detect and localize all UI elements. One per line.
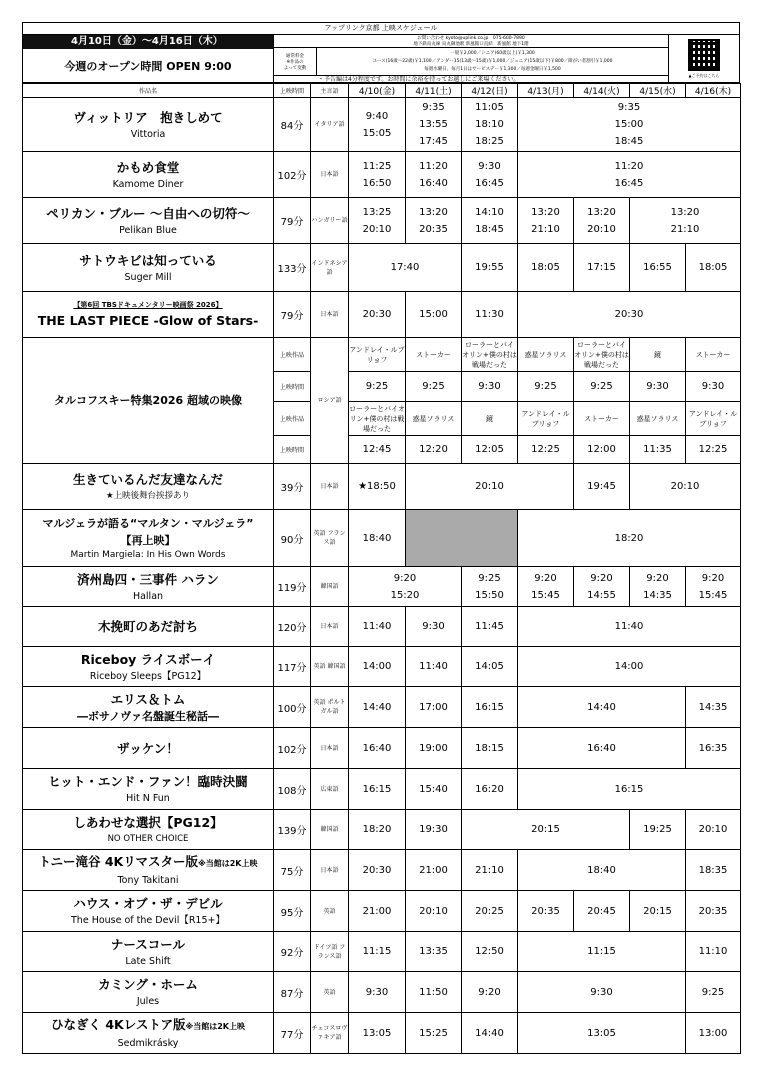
table-row: [23, 850, 741, 891]
showtime[interactable]: 11:40: [349, 607, 406, 647]
film-title: トニー滝谷 4Kリマスター版: [38, 854, 198, 869]
table-row: [23, 891, 741, 932]
film-title: ザッケン！: [23, 728, 274, 769]
film-language: ハンガリー語: [311, 198, 349, 244]
showtime[interactable]: 9:25: [574, 372, 630, 402]
table-row: [23, 464, 741, 510]
film-title: かもめ食堂: [116, 159, 180, 175]
showtime[interactable]: 15:00: [614, 119, 644, 130]
film-language: 日本語: [311, 850, 349, 891]
showtime[interactable]: 18:10: [475, 119, 504, 130]
col-day: 4/12(日): [462, 84, 518, 98]
col-day: 4/16(木): [686, 84, 741, 98]
table-row: [23, 198, 741, 244]
film-language: 韓国語: [311, 567, 349, 607]
film-title: マルジェラが語る“マルタン・マルジェラ”: [42, 516, 254, 530]
fee-line2: ユース(16歳～22歳)￥1,100／アンダー15(13歳～15歳)￥1,000／ジュニア(15歳以下)￥800／障がい者割引￥1,000: [372, 58, 613, 64]
film-title-en: Late Shift: [125, 955, 171, 967]
film-title: 木挽町のあだ討ち: [23, 607, 274, 647]
film-language: 英語: [311, 891, 349, 932]
film-title-en: Hallan: [132, 590, 164, 602]
showtime[interactable]: 9:20: [701, 572, 725, 584]
col-day: 4/14(火): [574, 84, 630, 98]
film-title: ひなぎく 4Kレストア版: [50, 1017, 186, 1032]
showtime[interactable]: 9:20: [534, 572, 557, 584]
showtime[interactable]: 19:25: [630, 810, 686, 850]
showtime[interactable]: 12:45: [349, 436, 406, 464]
showtime[interactable]: 18:40: [518, 850, 686, 891]
showtime[interactable]: 9:30: [349, 972, 406, 1013]
table-row: [23, 972, 741, 1013]
showtime[interactable]: 20:30: [349, 292, 406, 338]
showtime[interactable]: 16:50: [362, 177, 392, 189]
film-title: 済州島四・三事件 ハラン: [77, 571, 219, 587]
showtime[interactable]: 9:35: [422, 102, 445, 113]
table-row: [23, 338, 741, 372]
table-header: [23, 84, 741, 98]
program-name: 惑星ソラリス: [630, 402, 686, 436]
showtime[interactable]: 9:30: [686, 372, 741, 402]
film-title: ハウス・オブ・ザ・デビル: [73, 896, 223, 911]
film-title-en: NO OTHER CHOICE: [107, 833, 189, 844]
showtime[interactable]: 12:20: [406, 436, 462, 464]
film-duration: 84分: [274, 98, 311, 152]
film-title: しあわせな選択【PG12】: [73, 814, 223, 830]
film-duration: 95分: [274, 891, 311, 932]
showtime[interactable]: 14:55: [587, 589, 616, 601]
film-duration: 39分: [274, 464, 311, 510]
contact: お問い合わせ kyoto@uplink.co.jp 075-600-7890: [417, 36, 525, 41]
address: 地下鉄烏丸線 烏丸御池駅 新風館口直結 新風館 地下1階: [413, 42, 529, 47]
showtime[interactable]: 11:20: [419, 160, 448, 172]
showtime[interactable]: 11:05: [475, 102, 504, 113]
showtime[interactable]: 11:20: [614, 160, 644, 172]
table-row: [23, 1013, 741, 1054]
showtime[interactable]: 20:15: [630, 891, 686, 932]
showtime[interactable]: 19:45: [574, 464, 630, 510]
showtime[interactable]: 11:35: [630, 436, 686, 464]
table-row: [23, 728, 741, 769]
showtime[interactable]: 9:25: [478, 572, 501, 584]
program-name: 惑星ソラリス: [406, 402, 462, 436]
showtime[interactable]: 16:40: [349, 728, 406, 769]
showtime[interactable]: 11:25: [362, 160, 392, 172]
showtime[interactable]: 20:30: [518, 292, 741, 338]
fee-label: 通常料金: [286, 53, 304, 59]
showtime[interactable]: 17:00: [406, 687, 462, 728]
showtime[interactable]: 20:10: [686, 810, 741, 850]
film-duration: 119分: [274, 567, 311, 607]
showtime[interactable]: 13:00: [686, 1013, 741, 1054]
showtime[interactable]: 11:10: [686, 932, 741, 972]
showtime[interactable]: 20:10: [362, 223, 392, 235]
film-title-en: Pelikan Blue: [119, 224, 177, 236]
table-row: [23, 810, 741, 850]
festival-tag: 【第6回 TBSドキュメンタリー映画祭 2026】: [73, 301, 223, 309]
film-title-en: Martin Margiela: In His Own Words: [70, 549, 226, 560]
showtime[interactable]: 14:00: [518, 647, 741, 687]
film-duration: 75分: [274, 850, 311, 891]
film-title-en: Tony Takitani: [117, 875, 179, 886]
no-screening: [406, 510, 518, 567]
showtime[interactable]: 9:35: [617, 102, 641, 113]
col-day: 4/15(水): [630, 84, 686, 98]
film-duration: 79分: [274, 198, 311, 244]
showtime[interactable]: 15:45: [698, 589, 728, 601]
film-title-en: Jules: [136, 996, 160, 1007]
table-row: [23, 932, 741, 972]
showtime[interactable]: 9:25: [406, 372, 462, 402]
film-title-en: Vittoria: [130, 128, 166, 140]
showtime[interactable]: 18:15: [462, 728, 518, 769]
film-title: ヴィットリア 抱きしめて: [73, 109, 223, 125]
table-row: [23, 152, 741, 198]
showtime[interactable]: 18:20: [518, 510, 741, 567]
film-language: 英語: [311, 972, 349, 1013]
program-name: 鏡: [462, 402, 518, 436]
showtime[interactable]: 21:00: [406, 850, 462, 891]
showtime[interactable]: 16:15: [349, 769, 406, 810]
film-title: ヒット・エンド・ファン！臨時決闘: [48, 774, 248, 789]
film-title-en: Kamome Diner: [112, 178, 184, 190]
film-language: 英語 韓国語: [311, 647, 349, 687]
qr-code-icon[interactable]: [688, 39, 720, 71]
film-language: インドネシア語: [311, 244, 349, 292]
showtime[interactable]: 12:25: [518, 436, 574, 464]
film-duration: 100分: [274, 687, 311, 728]
showtime[interactable]: 9:25: [518, 372, 574, 402]
film-title: カミング・ホーム: [98, 977, 198, 992]
showtime[interactable]: 21:10: [670, 223, 700, 235]
showtime[interactable]: 18:05: [686, 244, 741, 292]
film-duration: 92分: [274, 932, 311, 972]
showtime[interactable]: 13:05: [349, 1013, 406, 1054]
film-tag: 【再上映】: [120, 533, 176, 547]
fee-sub2: よって変動: [283, 65, 307, 71]
program-name: ローラーとバイオリン+僕の村は戦場だった: [574, 338, 630, 372]
film-language: 韓国語: [311, 810, 349, 850]
showtime[interactable]: 11:30: [462, 292, 518, 338]
showtime[interactable]: 20:30: [349, 850, 406, 891]
program-name: アンドレイ・ルブリョフ: [349, 338, 406, 372]
film-language: 日本語: [311, 292, 349, 338]
qr-caption: ▲ご予約はこちら: [688, 72, 720, 78]
date-range: 4月10日（金）～4月16日（木）: [23, 35, 273, 49]
showtime[interactable]: 14:40: [462, 1013, 518, 1054]
showtime[interactable]: 14:05: [462, 647, 518, 687]
showtime[interactable]: 11:50: [406, 972, 462, 1013]
film-duration: 79分: [274, 292, 311, 338]
showtime[interactable]: 20:10: [406, 464, 574, 510]
showtime[interactable]: 18:45: [475, 223, 504, 235]
showtime[interactable]: 19:00: [406, 728, 462, 769]
showtime[interactable]: 13:55: [419, 119, 448, 130]
film-duration: 77分: [274, 1013, 311, 1054]
col-day: 4/13(月): [518, 84, 574, 98]
fee-sub1: ※作品の: [286, 59, 304, 65]
showtime[interactable]: 16:15: [462, 687, 518, 728]
film-language: 広東語: [311, 769, 349, 810]
film-language: ドイツ語 フランス語: [311, 932, 349, 972]
showtime[interactable]: 16:40: [518, 728, 686, 769]
film-title-en: Suger Mill: [124, 271, 172, 283]
showtime[interactable]: 15:40: [406, 769, 462, 810]
film-title-en: Hit N Fun: [126, 793, 170, 804]
film-title: ペリカン・ブルー 〜自由への切符〜: [46, 205, 250, 221]
row-label: 上映時間: [274, 372, 311, 402]
program-name: 鏡: [630, 338, 686, 372]
showtime[interactable]: 20:35: [419, 223, 448, 235]
showtime[interactable]: 19:55: [462, 244, 518, 292]
film-language: イタリア語: [311, 98, 349, 152]
showtime[interactable]: 9:30: [478, 160, 501, 172]
table-row: [23, 769, 741, 810]
film-note: ★上映後舞台挨拶あり: [105, 490, 191, 501]
showtime[interactable]: 13:20: [670, 206, 700, 218]
showtime[interactable]: 18:20: [349, 810, 406, 850]
film-title: ナースコール: [110, 936, 186, 952]
col-title: 作品名: [23, 84, 274, 98]
film-title: THE LAST PIECE -Glow of Stars-: [37, 313, 259, 328]
film-title: 生きているんだ友達なんだ: [72, 471, 223, 487]
showtime[interactable]: 20:35: [686, 891, 741, 932]
film-title: エリス＆トム: [110, 692, 186, 707]
film-duration: 108分: [274, 769, 311, 810]
showtime[interactable]: 16:45: [475, 177, 504, 189]
program-name: ストーカー: [574, 402, 630, 436]
showtime[interactable]: 12:25: [686, 436, 741, 464]
table-row: [23, 607, 741, 647]
showtime[interactable]: 13:25: [362, 206, 392, 218]
showtime[interactable]: 11:45: [462, 607, 518, 647]
schedule-page: [22, 22, 740, 1054]
film-language: 日本語: [311, 607, 349, 647]
showtime[interactable]: 13:20: [419, 206, 448, 218]
showtime[interactable]: 13:35: [406, 932, 462, 972]
showtime[interactable]: 14:10: [475, 206, 504, 218]
showtime[interactable]: 12:50: [462, 932, 518, 972]
trailer-note: ・予告編は4分程度です。お時間に余裕を持ってお越しにご来場ください。: [318, 76, 520, 83]
showtime[interactable]: 18:35: [686, 850, 741, 891]
program-name: アンドレイ・ルブリョフ: [518, 402, 574, 436]
col-day: 4/10(金): [349, 84, 406, 98]
col-duration: 上映時間: [274, 84, 311, 98]
showtime[interactable]: 18:25: [475, 136, 504, 147]
showtime[interactable]: 11:15: [349, 932, 406, 972]
film-title-en: The House of the Devil【R15+】: [71, 915, 225, 926]
film-note: ※当館は2K上映: [197, 859, 258, 868]
schedule-table: [22, 83, 741, 1054]
open-time: 今週のオープン時間 OPEN 9:00: [64, 59, 232, 73]
film-title-en: Riceboy Sleeps【PG12】: [89, 670, 207, 682]
fee-line3: 毎週水曜日、毎月1日はサービスデー￥1,300／毎週金曜日￥1,500: [424, 66, 561, 72]
program-name: アンドレイ・ルブリョフ: [686, 402, 741, 436]
showtime[interactable]: 15:05: [362, 127, 392, 139]
film-duration: 102分: [274, 728, 311, 769]
fee-line1: 一般￥2,000／シニア(60歳以上)￥1,300: [450, 50, 535, 56]
film-note: ※当館は2K上映: [185, 1022, 246, 1031]
program-name: ストーカー: [406, 338, 462, 372]
showtime[interactable]: 16:40: [419, 177, 448, 189]
film-subtitle: ―ボサノヴァ名盤誕生秘話―: [76, 710, 220, 723]
showtime[interactable]: 9:30: [518, 972, 686, 1013]
table-row: [23, 98, 741, 152]
showtime[interactable]: 9:25: [686, 972, 741, 1013]
showtime[interactable]: 9:20: [462, 972, 518, 1013]
showtime[interactable]: 12:05: [462, 436, 518, 464]
film-language: チェコスロヴァキア語: [311, 1013, 349, 1054]
showtime[interactable]: 15:45: [531, 589, 560, 601]
film-language: 日本語: [311, 152, 349, 198]
col-language: 主言語: [311, 84, 349, 98]
showtime[interactable]: 15:00: [406, 292, 462, 338]
table-row: [23, 647, 741, 687]
showtime[interactable]: 17:15: [574, 244, 630, 292]
showtime[interactable]: 20:35: [518, 891, 574, 932]
showtime[interactable]: 21:10: [531, 223, 560, 235]
showtime[interactable]: 16:20: [462, 769, 518, 810]
showtime[interactable]: 20:25: [462, 891, 518, 932]
pricing-info: [274, 35, 668, 82]
col-day: 4/11(土): [406, 84, 462, 98]
showtime[interactable]: 13:20: [587, 206, 616, 218]
table-row: [23, 687, 741, 728]
program-name: 惑星ソラリス: [518, 338, 574, 372]
showtime[interactable]: 13:05: [518, 1013, 686, 1054]
film-language: 日本語: [311, 464, 349, 510]
showtime[interactable]: 16:15: [518, 769, 741, 810]
showtime[interactable]: 20:10: [406, 891, 462, 932]
showtime[interactable]: 18:45: [614, 136, 644, 147]
row-label: 上映作品: [274, 338, 311, 372]
film-language: 英語 ポルトガル語: [311, 687, 349, 728]
showtime[interactable]: 21:00: [349, 891, 406, 932]
film-language: 英語 フランス語: [311, 510, 349, 567]
showtime[interactable]: 20:15: [462, 810, 630, 850]
showtime[interactable]: 9:30: [630, 372, 686, 402]
showtime[interactable]: 9:20: [393, 572, 417, 584]
showtime[interactable]: 9:30: [462, 372, 518, 402]
showtime[interactable]: 15:50: [475, 589, 504, 601]
program-name: ローラーとバイオリン+僕の村は戦場だった: [462, 338, 518, 372]
showtime[interactable]: 17:45: [419, 136, 448, 147]
film-duration: 90分: [274, 510, 311, 567]
film-title: タルコフスキー特集2026 超域の映像: [23, 338, 274, 464]
film-duration: 133分: [274, 244, 311, 292]
showtime[interactable]: 11:15: [518, 932, 686, 972]
showtime[interactable]: 18:05: [518, 244, 574, 292]
film-language: ロシア語: [311, 338, 349, 464]
showtime[interactable]: 14:00: [349, 647, 406, 687]
program-name: ローラーとバイオリン+僕の村は戦場だった: [349, 402, 406, 436]
row-label: 上映時間: [274, 436, 311, 464]
row-label: 上映作品: [274, 402, 311, 436]
showtime[interactable]: 20:10: [630, 464, 741, 510]
showtime[interactable]: 9:25: [349, 372, 406, 402]
showtime[interactable]: 13:20: [531, 206, 560, 218]
film-duration: 120分: [274, 607, 311, 647]
table-row: [23, 244, 741, 292]
film-title: サトウキビは知っている: [79, 252, 217, 268]
showtime[interactable]: 20:10: [587, 223, 616, 235]
showtime[interactable]: ★18:50: [349, 464, 406, 510]
showtime[interactable]: 15:25: [406, 1013, 462, 1054]
showtime[interactable]: 11:40: [406, 647, 462, 687]
showtime[interactable]: 9:30: [406, 607, 462, 647]
page-title: アップリンク京都 上映スケジュール: [22, 22, 740, 34]
showtime[interactable]: 14:40: [518, 687, 686, 728]
film-language: 日本語: [311, 728, 349, 769]
film-title-en: Sedmikrásky: [117, 1038, 179, 1049]
showtime[interactable]: 9:20: [646, 572, 669, 584]
film-duration: 139分: [274, 810, 311, 850]
header: [22, 34, 740, 83]
showtime[interactable]: 14:40: [349, 687, 406, 728]
showtime[interactable]: 19:30: [406, 810, 462, 850]
showtime[interactable]: 16:45: [614, 177, 644, 189]
showtime[interactable]: 14:35: [686, 687, 741, 728]
film-duration: 87分: [274, 972, 311, 1013]
showtime[interactable]: 21:10: [462, 850, 518, 891]
film-duration: 102分: [274, 152, 311, 198]
program-name: ストーカー: [686, 338, 741, 372]
showtime[interactable]: 11:40: [518, 607, 741, 647]
film-duration: 117分: [274, 647, 311, 687]
showtime[interactable]: 16:55: [630, 244, 686, 292]
showtime[interactable]: 9:40: [365, 110, 389, 122]
showtime[interactable]: 12:00: [574, 436, 630, 464]
showtime[interactable]: 20:45: [574, 891, 630, 932]
showtime[interactable]: 18:40: [349, 510, 406, 567]
showtime[interactable]: 9:20: [590, 572, 613, 584]
table-row: [23, 292, 741, 338]
film-title: Riceboy ライスボーイ: [80, 651, 216, 667]
showtime[interactable]: 15:20: [390, 589, 420, 601]
showtime[interactable]: 14:35: [643, 589, 672, 601]
table-row: [23, 567, 741, 607]
showtime[interactable]: 17:40: [349, 244, 462, 292]
table-row: [23, 510, 741, 567]
showtime[interactable]: 16:35: [686, 728, 741, 769]
